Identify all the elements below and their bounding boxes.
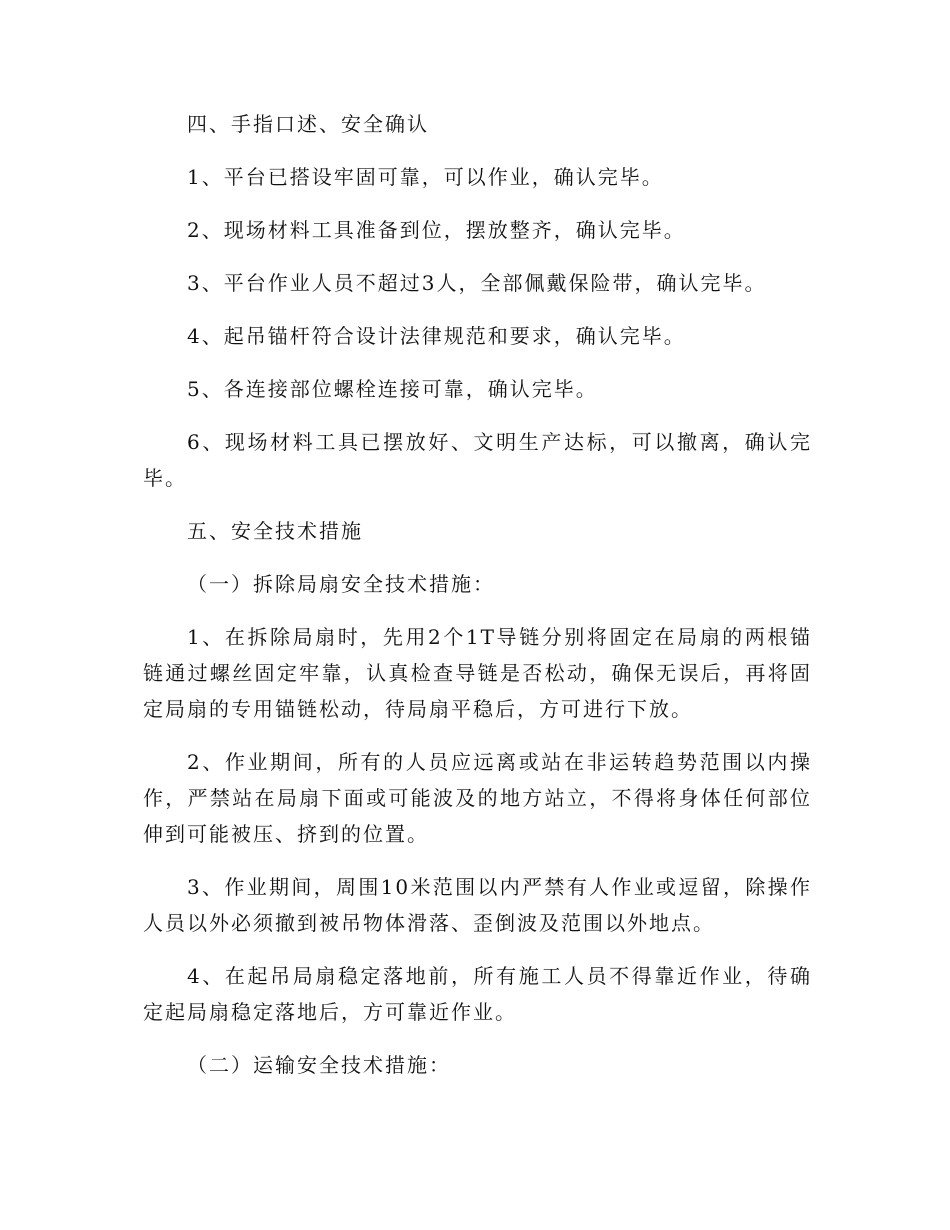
measure-item-2: 2、作业期间，所有的人员应远离或站在非运转趋势范围以内操作，严禁站在局扇下面或可能波及的地方站立，不得将身体任何部位伸到可能被压、挤到的位置。 — [143, 750, 812, 846]
subsection-heading-2: （二）运输安全技术措施： — [187, 1053, 451, 1077]
confirm-item-1: 1、平台已搭设牢固可靠，可以作业，确认完毕。 — [187, 165, 664, 189]
section-heading-4: 四、手指口述、安全确认 — [187, 112, 429, 136]
confirm-item-6: 6、现场材料工具已摆放好、文明生产达标，可以撤离，确认完毕。 — [143, 430, 812, 490]
measure-item-1: 1、在拆除局扇时，先用2个1T导链分别将固定在局扇的两根锚链通过螺丝固定牢靠，认真检查导链是否松动，确保无误后，再将固定局扇的专用锚链松动，待局扇平稳后，方可进行下放。 — [143, 625, 812, 721]
confirm-item-2: 2、现场材料工具准备到位，摆放整齐，确认完毕。 — [187, 218, 686, 242]
measure-item-4: 4、在起吊局扇稳定落地前，所有施工人员不得靠近作业，待确定起局扇稳定落地后，方可靠近作业。 — [143, 964, 812, 1024]
confirm-item-4: 4、起吊锚杆符合设计法律规范和要求，确认完毕。 — [187, 324, 686, 348]
section-heading-5: 五、安全技术措施 — [187, 519, 363, 543]
subsection-heading-1: （一）拆除局扇安全技术措施： — [187, 572, 495, 596]
confirm-item-3: 3、平台作业人员不超过3人，全部佩戴保险带，确认完毕。 — [187, 271, 767, 295]
measure-item-3: 3、作业期间，周围10米范围以内严禁有人作业或逗留，除操作人员以外必须撤到被吊物体滑落、歪倒波及范围以外地点。 — [143, 875, 812, 935]
confirm-item-5: 5、各连接部位螺栓连接可靠，确认完毕。 — [187, 377, 598, 401]
